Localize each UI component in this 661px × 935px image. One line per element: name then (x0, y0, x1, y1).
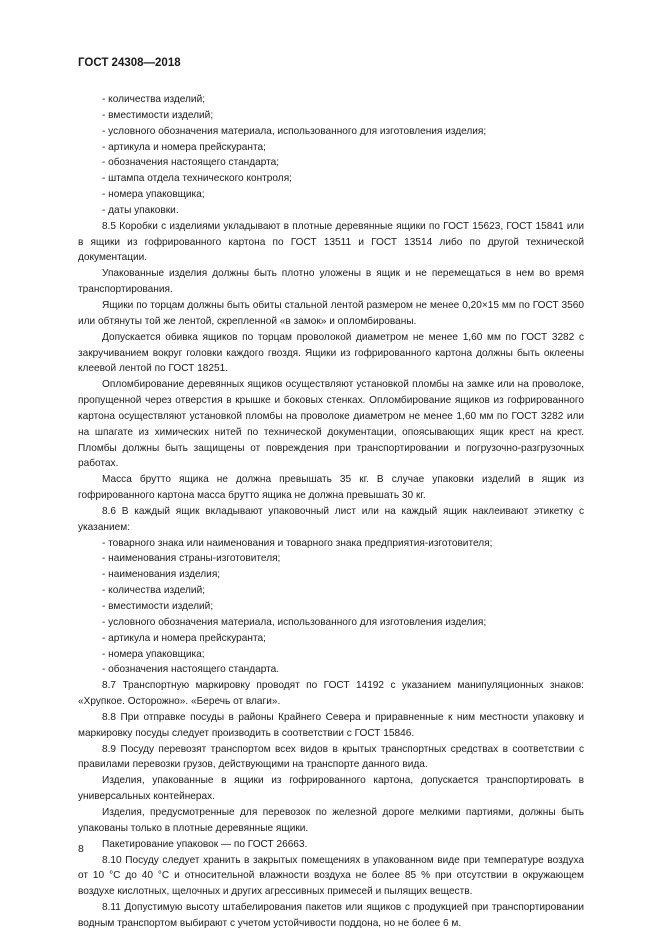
list-item: - обозначения настоящего стандарта. (102, 664, 280, 676)
paragraph: Допускается обивка ящиков по торцам проволокой диаметром не менее 1,60 мм по ГОСТ 3282 с закручиванием вокруг головки каждого гвоздя. Ящики из гофрированного картона должны быть оклеены клеевой лентой по ГОСТ 18251. (78, 331, 584, 375)
page-number: 8 (78, 843, 84, 855)
list-item: - товарного знака или наименования и товарного знака предприятия-изготовителя; (102, 537, 493, 549)
list-item: - артикула и номера прейскуранта; (102, 141, 266, 153)
paragraph: 8.11 Допустимую высоту штабелирования пакетов или ящиков с продукцией при транспортировании водным транспортом выбирают с учетом устойчивости поддона, но не более 6 м. (78, 902, 584, 929)
paragraph: 8.9 Посуду перевозят транспортом всех видов в крытых транспортных средствах в соответствии с правилами перевозки грузов, действующими на транспорте данного вида. (78, 743, 584, 771)
list-item: - количества изделий; (102, 585, 206, 597)
list-item: - условного обозначения материала, использованного для изготовления изделия; (102, 616, 487, 628)
document-body (78, 92, 584, 932)
paragraph: Изделия, предусмотренные для перевозок по железной дороге мелкими партиями, должны быть упакованы только в плотные деревянные ящики. (78, 806, 584, 834)
list-item: - условного обозначения материала, использованного для изготовления изделия; (102, 125, 487, 137)
paragraph: 8.10 Посуду следует хранить в закрытых помещениях в упакованном виде при температуре воздуха от 10 °С до 40 °С и относительной влажности воздуха не более 85 % при отсутствии в окружающем воздухе кислотных, щелочных и других агрессивных примесей и пылящих веществ. (78, 854, 584, 898)
list-item: - номера упаковщика; (102, 189, 205, 201)
paragraph: Ящики по торцам должны быть обиты стальной лентой размером не менее 0,20×15 мм по ГОСТ 3560 или обтянуты той же лентой, скрепленной «в замок» и опломбированы. (78, 299, 584, 327)
paragraph: Упакованные изделия должны быть плотно уложены в ящик и не перемещаться в нем во время транспортирования. (78, 268, 584, 296)
list-item: - артикула и номера прейскуранта; (102, 632, 266, 644)
list-item: - обозначения настоящего стандарта; (102, 157, 280, 169)
paragraph: Пакетирование упаковок — по ГОСТ 26663. (102, 838, 308, 850)
paragraph: 8.6 В каждый ящик вкладывают упаковочный лист или на каждый ящик наклеивают этикетку с указанием: (78, 505, 584, 533)
list-item: - наименования страны-изготовителя; (102, 553, 281, 565)
paragraph: Масса брутто ящика не должна превышать 35 кг. В случае упаковки изделий в ящик из гофрированного картона масса брутто ящика не должна превышать 30 кг. (78, 474, 584, 502)
list-item: - наименования изделия; (102, 569, 221, 581)
list-item: - вместимости изделий; (102, 601, 214, 612)
list-item: - вместимости изделий; (102, 109, 214, 121)
list-item: - даты упаковки. (102, 204, 179, 216)
document-header: ГОСТ 24308—2018 (78, 57, 181, 69)
list-item: - штампа отдела технического контроля; (102, 173, 292, 185)
list-item: - количества изделий; (102, 94, 206, 105)
paragraph: 8.5 Коробки с изделиями укладывают в плотные деревянные ящики по ГОСТ 15623, ГОСТ 15841 или в ящики из гофрированного картона по ГОСТ 13511 и ГОСТ 13514 либо по другой технической документации. (78, 220, 584, 264)
paragraph: 8.8 При отправке посуды в районы Крайнего Севера и приравненные к ним местности упаковку и маркировку посуды следует производить в соответствии с ГОСТ 15846. (78, 711, 584, 739)
paragraph: Изделия, упакованные в ящики из гофрированного картона, допускается транспортировать в универсальных контейнерах. (78, 775, 584, 803)
paragraph: Опломбирование деревянных ящиков осуществляют установкой пломбы на замке или на проволоке, пропущенной через отверстия в крышке и боковых стенках. Опломбирование ящиков из гофрированного картона осуществляют установкой пломбы на проволоке диаметром не менее 1,60 мм по ГОСТ 3282 или на шпагате из химических нитей по технической документации, опоясывающих ящик крест на крест. Пломбы должны быть защищены от повреждения при транспортировании и погрузочно-разгрузочных работах. (78, 379, 584, 470)
list-item: - номера упаковщика; (102, 648, 205, 660)
paragraph: 8.7 Транспортную маркировку проводят по ГОСТ 14192 с указанием манипуляционных знаков: «Хрупкое. Осторожно». «Беречь от влаги». (78, 680, 584, 708)
